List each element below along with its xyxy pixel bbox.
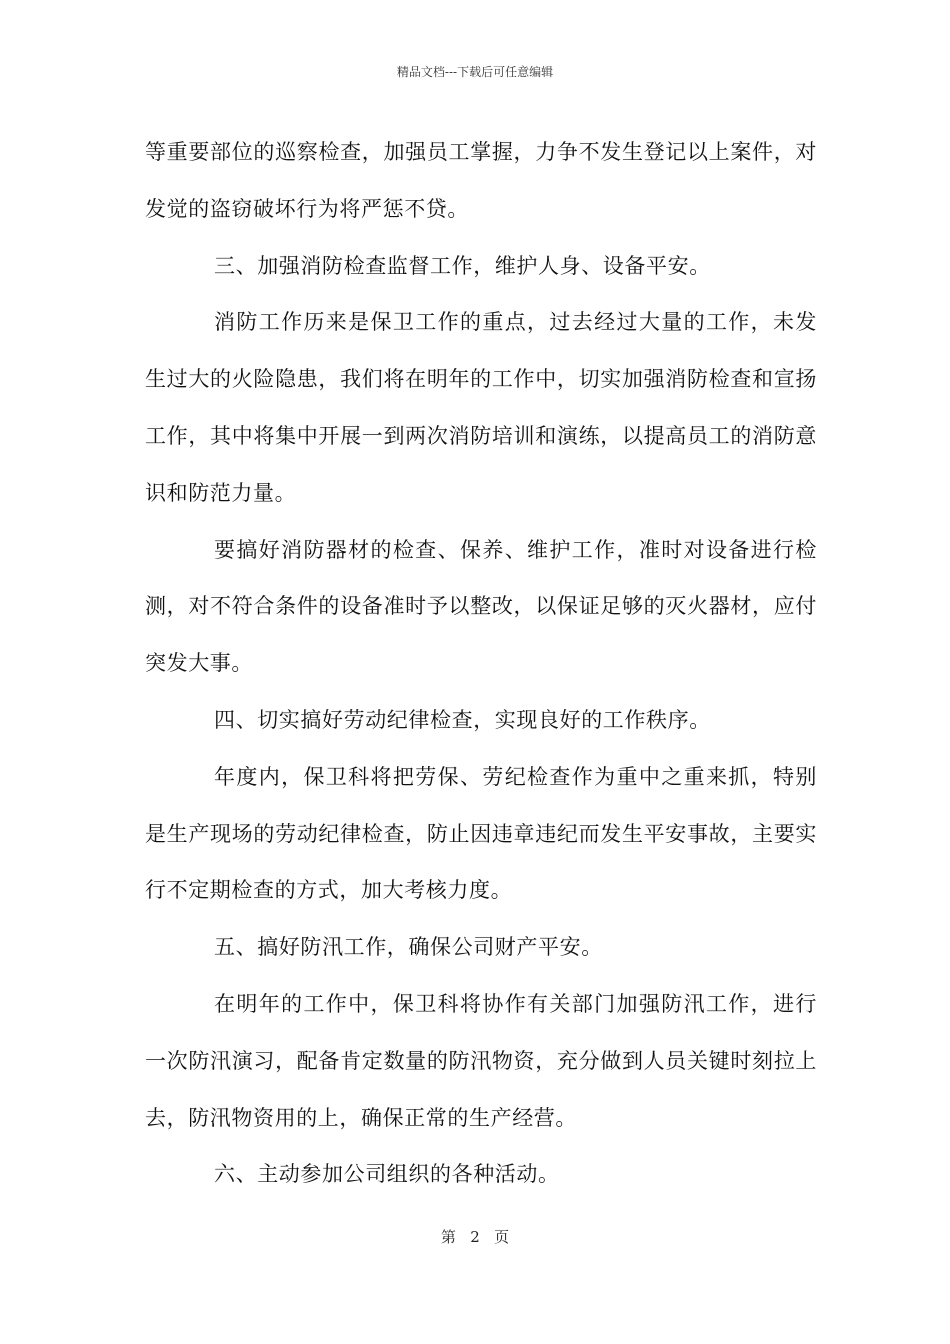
section-heading: 五、搞好防汛工作，确保公司财产平安。 [214, 935, 603, 960]
page-header: 精品文档---下载后可任意编辑 [396, 65, 554, 79]
page-label-prefix: 第 [440, 1228, 456, 1246]
page-footer [0, 1228, 950, 1246]
paragraph: 要搞好消防器材的检查、保养、维护工作，准时对设备进行检测，对不符合条件的设备准时予以整改，以保证足够的灭火器材，应付突发大事。 [145, 537, 817, 676]
page-number: 2 [470, 1228, 480, 1246]
section-heading: 四、切实搞好劳动纪律检查，实现良好的工作秩序。 [214, 707, 711, 732]
section-heading: 三、加强消防检查监督工作，维护人身、设备平安。 [214, 253, 711, 278]
paragraph: 在明年的工作中，保卫科将协作有关部门加强防汛工作，进行一次防汛演习，配备肯定数量的防汛物资，充分做到人员关键时刻拉上去，防汛物资用的上，确保正常的生产经营。 [145, 991, 817, 1130]
paragraph: 消防工作历来是保卫工作的重点，过去经过大量的工作，未发生过大的火险隐患，我们将在明年的工作中，切实加强消防检查和宣扬工作，其中将集中开展一到两次消防培训和演练，以提高员工的消防意识和防范力量。 [145, 310, 817, 505]
section-heading: 六、主动参加公司组织的各种活动。 [214, 1162, 560, 1187]
document-body [145, 124, 817, 1203]
page-label-suffix: 页 [494, 1228, 510, 1246]
paragraph: 等重要部位的巡察检查，加强员工掌握，力争不发生登记以上案件，对发觉的盗窃破坏行为将严惩不贷。 [145, 140, 817, 221]
paragraph: 年度内，保卫科将把劳保、劳纪检查作为重中之重来抓，特别是生产现场的劳动纪律检查，防止因违章违纪而发生平安事故，主要实行不定期检查的方式，加大考核力度。 [145, 764, 817, 903]
